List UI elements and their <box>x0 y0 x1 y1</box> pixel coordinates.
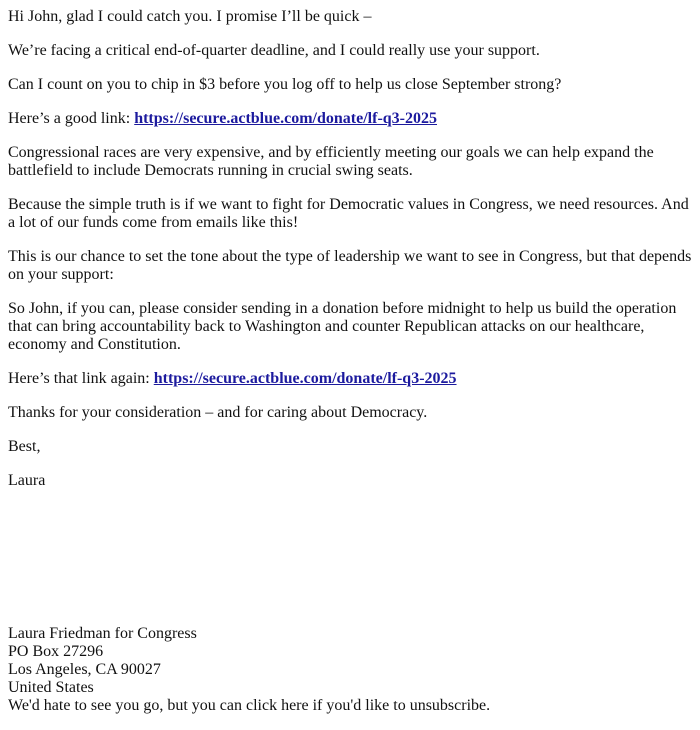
ask-paragraph: Can I count on you to chip in $3 before you log off to help us close September strong? <box>8 76 562 93</box>
donate-link-1[interactable]: https://secure.actblue.com/donate/lf-q3-2025 <box>134 110 437 127</box>
link-paragraph-1 <box>8 110 692 128</box>
footer <box>8 625 692 715</box>
spacer <box>8 490 692 625</box>
link-prefix: Here’s that link again: <box>8 370 154 387</box>
thanks-paragraph: Thanks for your consideration – and for caring about Democracy. <box>8 404 428 421</box>
signature: Laura <box>8 472 46 489</box>
footer-address-line-2: Los Angeles, CA 90027 <box>8 661 161 678</box>
greeting-paragraph: Hi John, glad I could catch you. I promise I’ll be quick – <box>8 8 372 25</box>
donate-link-2[interactable]: https://secure.actblue.com/donate/lf-q3-2025 <box>153 370 457 387</box>
link-paragraph-2 <box>8 370 692 388</box>
unsubscribe-text[interactable]: We'd hate to see you go, but you can click here if you'd like to unsubscribe. <box>8 697 491 714</box>
footer-country: United States <box>8 679 94 696</box>
resources-paragraph: Because the simple truth is if we want to fight for Democratic values in Congress, we need resources. And a lot of our funds come from emails like this! <box>8 196 689 231</box>
closing: Best, <box>8 438 41 455</box>
races-paragraph: Congressional races are very expensive, and by efficiently meeting our goals we can help expand the battlefield to include Democrats running in crucial swing seats. <box>8 144 654 179</box>
link-prefix: Here’s a good link: <box>8 110 135 127</box>
footer-org: Laura Friedman for Congress <box>8 625 197 642</box>
donation-paragraph: So John, if you can, please consider sending in a donation before midnight to help us build the operation that can bring accountability back to Washington and counter Republican attacks on our healthcare, economy and Constitution. <box>8 300 677 353</box>
tone-paragraph: This is our chance to set the tone about the type of leadership we want to see in Congress, but that depends on your support: <box>8 248 692 283</box>
footer-address-line-1: PO Box 27296 <box>8 643 104 660</box>
deadline-paragraph: We’re facing a critical end-of-quarter deadline, and I could really use your support. <box>8 42 540 59</box>
